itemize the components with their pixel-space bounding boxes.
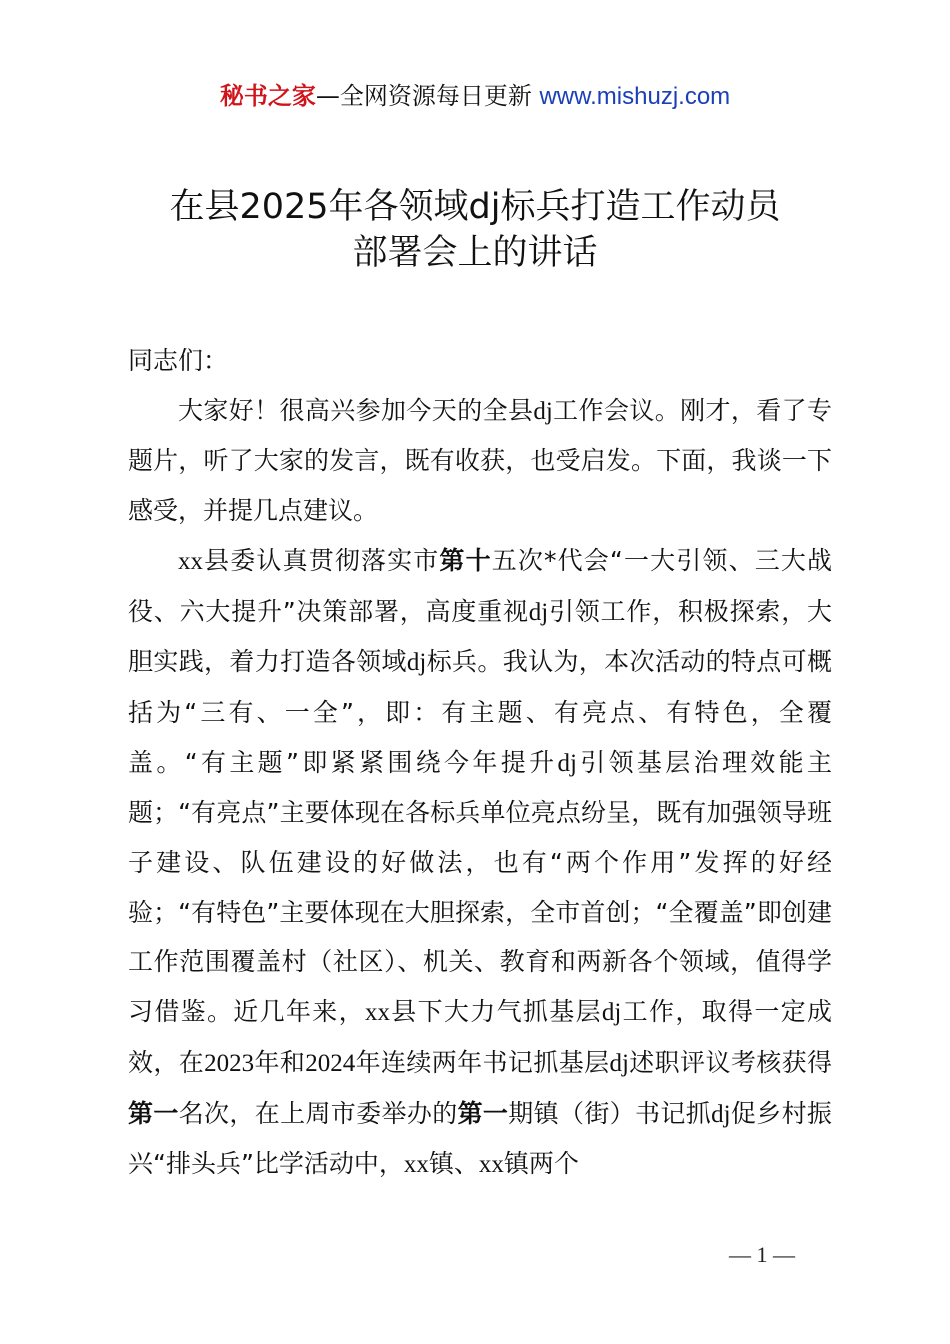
latin-text: dj <box>557 749 577 777</box>
paragraph-text: 期镇（街）书记抓 <box>508 1098 712 1128</box>
document-title <box>0 184 950 276</box>
paragraph-list <box>128 386 832 1190</box>
latin-text: dj <box>711 1100 731 1128</box>
latin-text: dj <box>601 999 622 1027</box>
latin-text: dj <box>528 598 549 626</box>
paragraph-text: 促乡村振兴“排头兵”比学活动中， <box>128 1098 832 1179</box>
paragraph-text: 工作，取得一定成效，在 <box>128 997 832 1077</box>
bold-text: 第一 <box>128 1098 179 1128</box>
latin-text: 2023 <box>204 1049 255 1077</box>
latin-text: xx <box>478 1151 504 1179</box>
latin-text: xx <box>178 547 203 575</box>
paragraph-text: 年连续两年书记抓基层 <box>355 1047 610 1077</box>
paragraph-text: 引领工作，积极探索，大胆实践，着力打造各领域 <box>128 596 832 677</box>
paragraph-text: 工作会议。刚才，看了专题片，听了大家的发言，既有收获，也受启发。下面，我谈一下感受，并提几点建议。 <box>128 395 832 526</box>
paragraph-text: 大家好！很高兴参加今天的全县 <box>178 395 534 425</box>
brand-name: 秘书之家 <box>219 82 316 110</box>
body-paragraph <box>128 386 832 536</box>
paragraph-text: 县下大力气抓基层 <box>389 997 602 1027</box>
bold-text: 第一 <box>457 1098 509 1128</box>
latin-text: dj <box>533 397 553 425</box>
paragraph-text: 五次*代会“一大引领、三大战役、六大提升”决策部署，高度重视 <box>128 545 832 626</box>
title-line-2: 部署会上的讲话 <box>352 233 598 273</box>
header-slogan: —全网资源每日更新 <box>315 82 540 110</box>
title-line-1: 在县2025年各领域dj标兵打造工作动员 <box>169 187 781 227</box>
paragraph-text: 镇、 <box>428 1149 479 1179</box>
latin-text: 2024 <box>305 1049 356 1077</box>
latin-text: xx <box>403 1151 429 1179</box>
paragraph-text: 县委认真贯彻落实市 <box>203 545 440 575</box>
latin-text: dj <box>406 649 427 677</box>
paragraph-text: 标兵。我认为，本次活动的特点可概括为“三有、一全”，即：有主题、有亮点、有特色，全覆盖。“有主题”即紧紧围绕今年提升 <box>128 647 832 777</box>
document-body <box>128 336 832 1190</box>
latin-text: xx <box>364 999 390 1027</box>
site-url-link[interactable]: www.mishuzj.com <box>539 83 731 110</box>
paragraph-text: 述职评议考核获得 <box>628 1047 832 1077</box>
paragraph-text: 年和 <box>254 1047 306 1077</box>
site-header <box>0 78 950 115</box>
paragraph-text: 引领基层治理效能主题；“有亮点”主要体现在各标兵单位亮点纷呈，既有加强领导班子建设、队伍建设的好做法，也有“两个作用”发挥的好经验；“有特色”主要体现在大胆探索，全市首创；“全覆盖”即创建工作范围覆盖村（社区）、机关、教育和两新各个领域，值得学习借鉴。近几年来， <box>128 747 832 1027</box>
latin-text: dj <box>609 1049 629 1077</box>
page-number: — 1 — <box>729 1242 795 1267</box>
paragraph-text: 名次，在上周市委举办的 <box>178 1098 458 1128</box>
body-paragraph <box>128 536 832 1190</box>
bold-text: 第十 <box>439 545 492 575</box>
paragraph-text: 镇两个 <box>503 1149 579 1179</box>
salutation: 同志们： <box>128 346 229 375</box>
